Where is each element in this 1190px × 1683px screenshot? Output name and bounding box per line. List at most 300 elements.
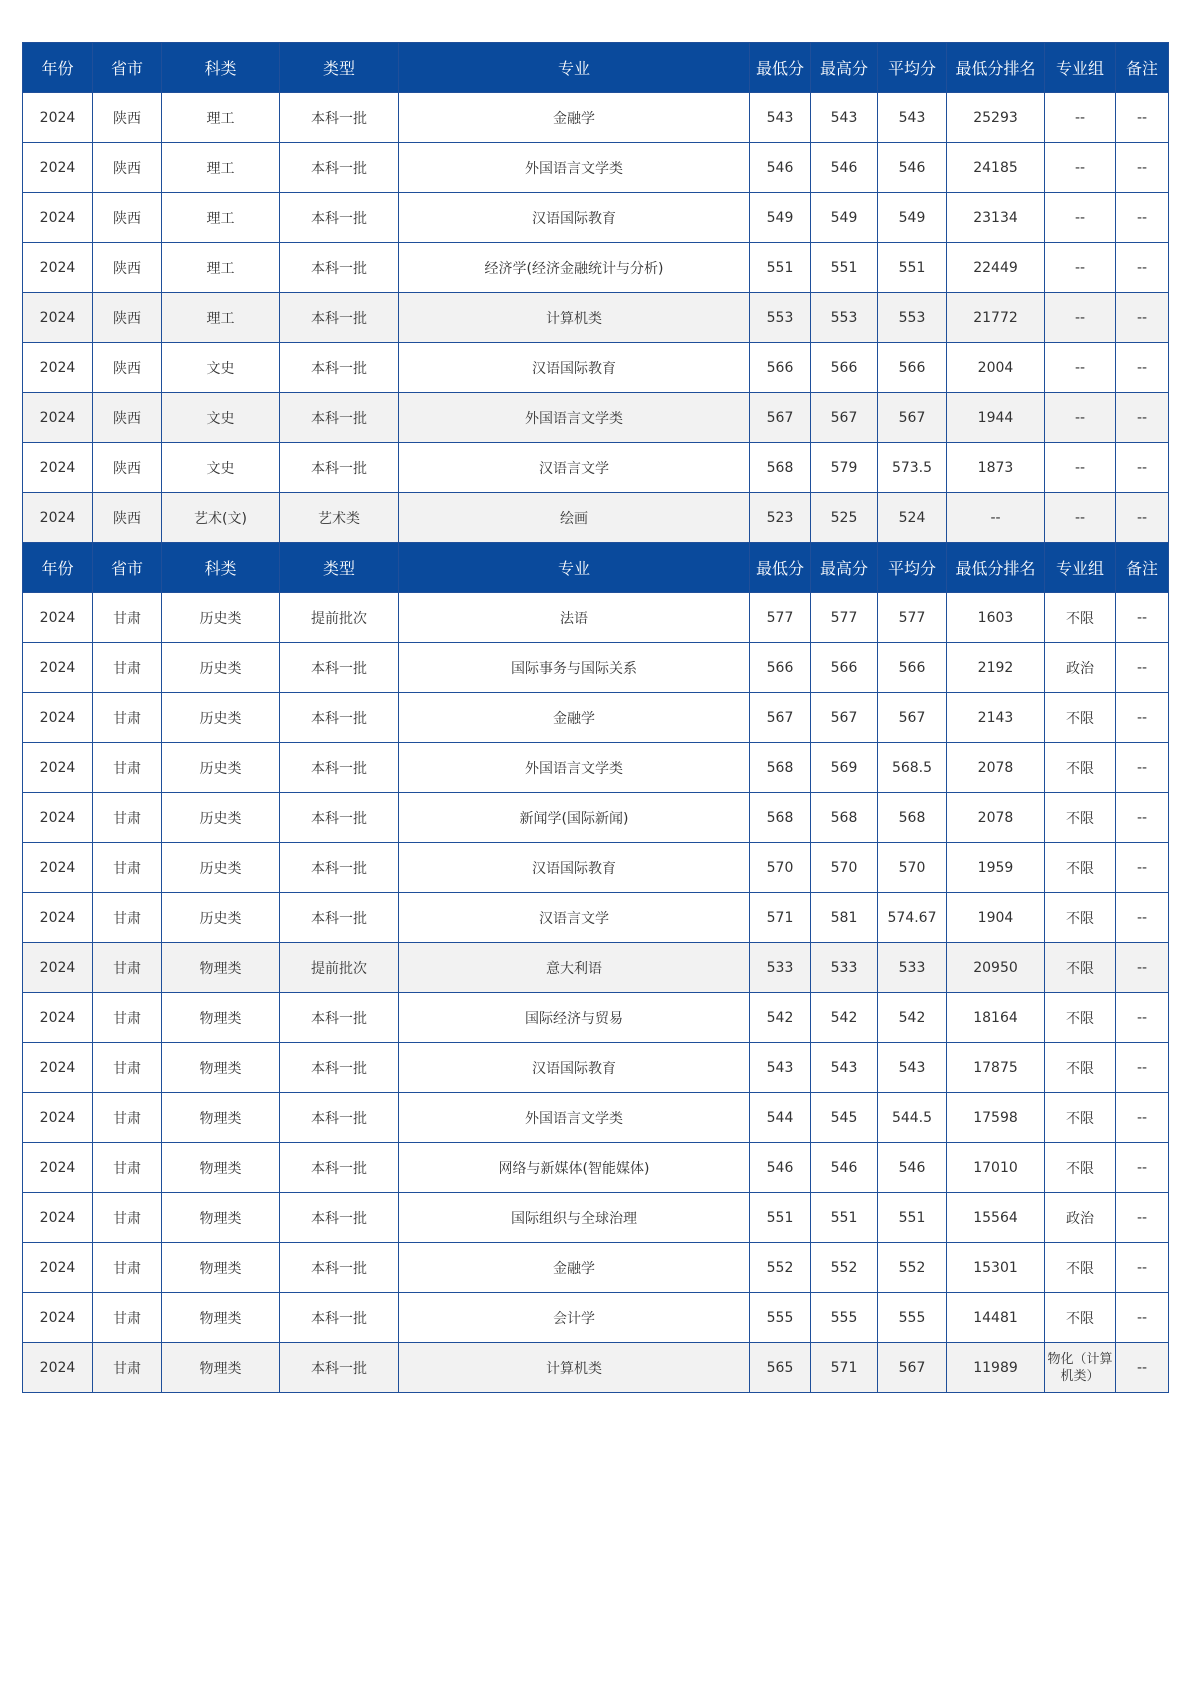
- table-row: [23, 143, 1169, 193]
- header-major: 专业: [399, 43, 750, 93]
- cell-remarks: --: [1116, 1343, 1169, 1393]
- cell-avg-score: 524: [878, 493, 947, 543]
- header-major-group: 专业组: [1045, 43, 1116, 93]
- table-row: [23, 93, 1169, 143]
- cell-major-group: --: [1045, 393, 1116, 443]
- cell-max-score: 545: [811, 1093, 878, 1143]
- cell-major-group: 物化（计算机类）: [1045, 1343, 1116, 1393]
- cell-min-rank: 1904: [947, 893, 1045, 943]
- cell-province: 陕西: [93, 343, 162, 393]
- cell-remarks: --: [1116, 293, 1169, 343]
- table-row: [23, 693, 1169, 743]
- cell-major: 外国语言文学类: [399, 743, 750, 793]
- cell-major-group: 不限: [1045, 1143, 1116, 1193]
- cell-major-group: --: [1045, 293, 1116, 343]
- cell-subject-category: 文史: [162, 443, 280, 493]
- cell-province: 甘肃: [93, 1093, 162, 1143]
- cell-max-score: 577: [811, 593, 878, 643]
- cell-major-group: 不限: [1045, 793, 1116, 843]
- cell-year: 2024: [23, 293, 93, 343]
- cell-batch-type: 提前批次: [280, 943, 399, 993]
- table-row: [23, 993, 1169, 1043]
- cell-min-rank: 14481: [947, 1293, 1045, 1343]
- cell-subject-category: 理工: [162, 93, 280, 143]
- cell-major: 网络与新媒体(智能媒体): [399, 1143, 750, 1193]
- cell-province: 甘肃: [93, 1143, 162, 1193]
- cell-avg-score: 551: [878, 1193, 947, 1243]
- cell-province: 陕西: [93, 193, 162, 243]
- cell-avg-score: 567: [878, 693, 947, 743]
- table-row: [23, 1093, 1169, 1143]
- cell-major: 国际事务与国际关系: [399, 643, 750, 693]
- cell-subject-category: 历史类: [162, 693, 280, 743]
- cell-batch-type: 本科一批: [280, 1093, 399, 1143]
- header-batch-type: 类型: [280, 543, 399, 593]
- cell-year: 2024: [23, 843, 93, 893]
- cell-min-rank: 1873: [947, 443, 1045, 493]
- cell-major-group: --: [1045, 143, 1116, 193]
- table-row: [23, 193, 1169, 243]
- cell-remarks: --: [1116, 643, 1169, 693]
- cell-min-score: 555: [750, 1293, 811, 1343]
- cell-major: 汉语国际教育: [399, 843, 750, 893]
- header-min-rank: 最低分排名: [947, 43, 1045, 93]
- table-row: [23, 1193, 1169, 1243]
- cell-batch-type: 本科一批: [280, 393, 399, 443]
- cell-min-score: 567: [750, 393, 811, 443]
- cell-batch-type: 本科一批: [280, 843, 399, 893]
- header-year: 年份: [23, 543, 93, 593]
- cell-year: 2024: [23, 893, 93, 943]
- table-row: [23, 343, 1169, 393]
- cell-max-score: 555: [811, 1293, 878, 1343]
- cell-major-group: --: [1045, 193, 1116, 243]
- cell-avg-score: 542: [878, 993, 947, 1043]
- cell-major: 外国语言文学类: [399, 1093, 750, 1143]
- cell-subject-category: 理工: [162, 143, 280, 193]
- cell-avg-score: 555: [878, 1293, 947, 1343]
- cell-province: 甘肃: [93, 993, 162, 1043]
- cell-min-score: 568: [750, 443, 811, 493]
- cell-province: 甘肃: [93, 1293, 162, 1343]
- cell-major-group: --: [1045, 93, 1116, 143]
- cell-subject-category: 理工: [162, 193, 280, 243]
- cell-min-rank: 1944: [947, 393, 1045, 443]
- cell-avg-score: 544.5: [878, 1093, 947, 1143]
- header-province: 省市: [93, 543, 162, 593]
- cell-min-score: 568: [750, 793, 811, 843]
- cell-max-score: 525: [811, 493, 878, 543]
- cell-batch-type: 本科一批: [280, 743, 399, 793]
- header-year: 年份: [23, 43, 93, 93]
- cell-year: 2024: [23, 1043, 93, 1093]
- cell-remarks: --: [1116, 143, 1169, 193]
- cell-year: 2024: [23, 243, 93, 293]
- cell-province: 甘肃: [93, 1193, 162, 1243]
- cell-min-rank: 18164: [947, 993, 1045, 1043]
- cell-province: 甘肃: [93, 1243, 162, 1293]
- cell-subject-category: 历史类: [162, 593, 280, 643]
- cell-major: 汉语言文学: [399, 893, 750, 943]
- cell-province: 甘肃: [93, 593, 162, 643]
- cell-province: 甘肃: [93, 743, 162, 793]
- cell-avg-score: 546: [878, 1143, 947, 1193]
- cell-min-score: 551: [750, 243, 811, 293]
- cell-year: 2024: [23, 1343, 93, 1393]
- cell-remarks: --: [1116, 443, 1169, 493]
- header-min-rank: 最低分排名: [947, 543, 1045, 593]
- cell-major: 经济学(经济金融统计与分析): [399, 243, 750, 293]
- cell-min-score: 546: [750, 1143, 811, 1193]
- table-row: [23, 293, 1169, 343]
- cell-remarks: --: [1116, 593, 1169, 643]
- cell-remarks: --: [1116, 943, 1169, 993]
- cell-batch-type: 本科一批: [280, 193, 399, 243]
- cell-max-score: 546: [811, 143, 878, 193]
- cell-subject-category: 物理类: [162, 1343, 280, 1393]
- cell-province: 甘肃: [93, 793, 162, 843]
- cell-min-score: 571: [750, 893, 811, 943]
- cell-min-rank: 20950: [947, 943, 1045, 993]
- cell-remarks: --: [1116, 843, 1169, 893]
- cell-min-score: 542: [750, 993, 811, 1043]
- cell-avg-score: 551: [878, 243, 947, 293]
- cell-province: 甘肃: [93, 943, 162, 993]
- cell-year: 2024: [23, 143, 93, 193]
- cell-province: 陕西: [93, 243, 162, 293]
- cell-year: 2024: [23, 593, 93, 643]
- cell-min-rank: 15564: [947, 1193, 1045, 1243]
- table-row: [23, 1243, 1169, 1293]
- cell-batch-type: 本科一批: [280, 1243, 399, 1293]
- cell-min-rank: 17010: [947, 1143, 1045, 1193]
- cell-min-score: 570: [750, 843, 811, 893]
- admission-score-table: [22, 42, 1169, 1393]
- cell-min-rank: --: [947, 493, 1045, 543]
- cell-subject-category: 历史类: [162, 893, 280, 943]
- table-header-row: [23, 543, 1169, 593]
- cell-min-rank: 2143: [947, 693, 1045, 743]
- cell-max-score: 581: [811, 893, 878, 943]
- header-major-group: 专业组: [1045, 543, 1116, 593]
- cell-remarks: --: [1116, 343, 1169, 393]
- header-subject-category: 科类: [162, 43, 280, 93]
- table-row: [23, 893, 1169, 943]
- cell-major-group: 政治: [1045, 1193, 1116, 1243]
- cell-year: 2024: [23, 743, 93, 793]
- header-remarks: 备注: [1116, 43, 1169, 93]
- cell-major: 计算机类: [399, 1343, 750, 1393]
- cell-avg-score: 546: [878, 143, 947, 193]
- cell-major: 国际组织与全球治理: [399, 1193, 750, 1243]
- cell-avg-score: 568: [878, 793, 947, 843]
- cell-remarks: --: [1116, 1143, 1169, 1193]
- cell-min-rank: 2004: [947, 343, 1045, 393]
- cell-major: 法语: [399, 593, 750, 643]
- header-min-score: 最低分: [750, 543, 811, 593]
- cell-major-group: 不限: [1045, 1093, 1116, 1143]
- cell-major-group: 不限: [1045, 593, 1116, 643]
- cell-avg-score: 573.5: [878, 443, 947, 493]
- cell-max-score: 551: [811, 1193, 878, 1243]
- cell-avg-score: 567: [878, 393, 947, 443]
- cell-year: 2024: [23, 1143, 93, 1193]
- cell-subject-category: 物理类: [162, 1293, 280, 1343]
- cell-min-rank: 17598: [947, 1093, 1045, 1143]
- table-row: [23, 1293, 1169, 1343]
- cell-year: 2024: [23, 643, 93, 693]
- cell-min-score: 549: [750, 193, 811, 243]
- cell-major: 绘画: [399, 493, 750, 543]
- header-remarks: 备注: [1116, 543, 1169, 593]
- cell-major: 金融学: [399, 1243, 750, 1293]
- cell-batch-type: 本科一批: [280, 93, 399, 143]
- cell-min-score: 568: [750, 743, 811, 793]
- cell-major: 汉语国际教育: [399, 1043, 750, 1093]
- cell-batch-type: 本科一批: [280, 793, 399, 843]
- cell-remarks: --: [1116, 1193, 1169, 1243]
- cell-avg-score: 543: [878, 93, 947, 143]
- cell-major-group: 不限: [1045, 1243, 1116, 1293]
- cell-major-group: 不限: [1045, 843, 1116, 893]
- cell-remarks: --: [1116, 693, 1169, 743]
- cell-year: 2024: [23, 1093, 93, 1143]
- cell-avg-score: 574.67: [878, 893, 947, 943]
- cell-min-rank: 24185: [947, 143, 1045, 193]
- cell-major: 意大利语: [399, 943, 750, 993]
- cell-major-group: --: [1045, 443, 1116, 493]
- cell-batch-type: 本科一批: [280, 143, 399, 193]
- cell-major: 金融学: [399, 693, 750, 743]
- cell-batch-type: 本科一批: [280, 1043, 399, 1093]
- header-subject-category: 科类: [162, 543, 280, 593]
- cell-remarks: --: [1116, 1043, 1169, 1093]
- cell-province: 甘肃: [93, 843, 162, 893]
- cell-batch-type: 本科一批: [280, 893, 399, 943]
- cell-year: 2024: [23, 693, 93, 743]
- cell-subject-category: 物理类: [162, 1043, 280, 1093]
- cell-remarks: --: [1116, 243, 1169, 293]
- cell-subject-category: 历史类: [162, 643, 280, 693]
- cell-year: 2024: [23, 1243, 93, 1293]
- cell-subject-category: 物理类: [162, 993, 280, 1043]
- cell-min-rank: 2192: [947, 643, 1045, 693]
- cell-year: 2024: [23, 393, 93, 443]
- cell-major: 汉语国际教育: [399, 193, 750, 243]
- cell-min-rank: 11989: [947, 1343, 1045, 1393]
- cell-max-score: 552: [811, 1243, 878, 1293]
- cell-avg-score: 577: [878, 593, 947, 643]
- cell-major: 新闻学(国际新闻): [399, 793, 750, 843]
- cell-batch-type: 本科一批: [280, 1143, 399, 1193]
- cell-year: 2024: [23, 1293, 93, 1343]
- table-body: [23, 43, 1169, 1393]
- cell-max-score: 568: [811, 793, 878, 843]
- cell-avg-score: 543: [878, 1043, 947, 1093]
- cell-max-score: 543: [811, 1043, 878, 1093]
- cell-remarks: --: [1116, 193, 1169, 243]
- cell-min-rank: 2078: [947, 743, 1045, 793]
- cell-min-rank: 21772: [947, 293, 1045, 343]
- cell-min-rank: 17875: [947, 1043, 1045, 1093]
- cell-remarks: --: [1116, 1093, 1169, 1143]
- cell-province: 甘肃: [93, 643, 162, 693]
- cell-year: 2024: [23, 193, 93, 243]
- cell-min-score: 543: [750, 1043, 811, 1093]
- cell-remarks: --: [1116, 1243, 1169, 1293]
- cell-avg-score: 566: [878, 643, 947, 693]
- table-row: [23, 843, 1169, 893]
- cell-major: 外国语言文学类: [399, 393, 750, 443]
- cell-subject-category: 理工: [162, 293, 280, 343]
- cell-min-score: 546: [750, 143, 811, 193]
- cell-batch-type: 本科一批: [280, 343, 399, 393]
- cell-avg-score: 567: [878, 1343, 947, 1393]
- cell-year: 2024: [23, 343, 93, 393]
- cell-year: 2024: [23, 493, 93, 543]
- cell-subject-category: 理工: [162, 243, 280, 293]
- cell-min-rank: 1959: [947, 843, 1045, 893]
- cell-batch-type: 本科一批: [280, 1293, 399, 1343]
- cell-major: 汉语国际教育: [399, 343, 750, 393]
- cell-avg-score: 568.5: [878, 743, 947, 793]
- cell-year: 2024: [23, 793, 93, 843]
- table-row: [23, 1043, 1169, 1093]
- cell-min-rank: 22449: [947, 243, 1045, 293]
- header-max-score: 最高分: [811, 543, 878, 593]
- cell-province: 甘肃: [93, 1043, 162, 1093]
- table-row: [23, 243, 1169, 293]
- cell-batch-type: 本科一批: [280, 293, 399, 343]
- cell-avg-score: 549: [878, 193, 947, 243]
- cell-min-rank: 2078: [947, 793, 1045, 843]
- cell-province: 陕西: [93, 493, 162, 543]
- cell-subject-category: 历史类: [162, 843, 280, 893]
- cell-subject-category: 文史: [162, 393, 280, 443]
- table-row: [23, 743, 1169, 793]
- cell-min-score: 566: [750, 643, 811, 693]
- cell-max-score: 570: [811, 843, 878, 893]
- cell-max-score: 571: [811, 1343, 878, 1393]
- table-row: [23, 593, 1169, 643]
- cell-major-group: --: [1045, 243, 1116, 293]
- cell-remarks: --: [1116, 393, 1169, 443]
- cell-remarks: --: [1116, 93, 1169, 143]
- cell-avg-score: 566: [878, 343, 947, 393]
- cell-min-score: 577: [750, 593, 811, 643]
- header-avg-score: 平均分: [878, 43, 947, 93]
- cell-batch-type: 本科一批: [280, 1343, 399, 1393]
- cell-major-group: 不限: [1045, 743, 1116, 793]
- cell-year: 2024: [23, 443, 93, 493]
- table-row: [23, 793, 1169, 843]
- cell-province: 甘肃: [93, 893, 162, 943]
- cell-major: 外国语言文学类: [399, 143, 750, 193]
- cell-subject-category: 物理类: [162, 1093, 280, 1143]
- cell-batch-type: 本科一批: [280, 993, 399, 1043]
- cell-major: 金融学: [399, 93, 750, 143]
- cell-min-score: 553: [750, 293, 811, 343]
- cell-subject-category: 物理类: [162, 943, 280, 993]
- cell-subject-category: 历史类: [162, 743, 280, 793]
- cell-min-score: 543: [750, 93, 811, 143]
- cell-avg-score: 570: [878, 843, 947, 893]
- cell-major: 国际经济与贸易: [399, 993, 750, 1043]
- cell-major-group: --: [1045, 493, 1116, 543]
- cell-major-group: 不限: [1045, 1043, 1116, 1093]
- table-row: [23, 393, 1169, 443]
- cell-batch-type: 艺术类: [280, 493, 399, 543]
- cell-province: 陕西: [93, 93, 162, 143]
- cell-major-group: 不限: [1045, 693, 1116, 743]
- cell-min-rank: 23134: [947, 193, 1045, 243]
- cell-batch-type: 本科一批: [280, 243, 399, 293]
- cell-major-group: 政治: [1045, 643, 1116, 693]
- cell-remarks: --: [1116, 743, 1169, 793]
- cell-year: 2024: [23, 93, 93, 143]
- cell-min-rank: 15301: [947, 1243, 1045, 1293]
- cell-min-score: 565: [750, 1343, 811, 1393]
- table-row: [23, 1143, 1169, 1193]
- table-row: [23, 943, 1169, 993]
- cell-remarks: --: [1116, 893, 1169, 943]
- cell-major-group: 不限: [1045, 893, 1116, 943]
- cell-year: 2024: [23, 1193, 93, 1243]
- cell-subject-category: 物理类: [162, 1143, 280, 1193]
- cell-min-score: 551: [750, 1193, 811, 1243]
- cell-batch-type: 本科一批: [280, 643, 399, 693]
- table-header-row: [23, 43, 1169, 93]
- cell-subject-category: 物理类: [162, 1243, 280, 1293]
- cell-batch-type: 本科一批: [280, 1193, 399, 1243]
- header-major: 专业: [399, 543, 750, 593]
- cell-min-score: 523: [750, 493, 811, 543]
- cell-subject-category: 历史类: [162, 793, 280, 843]
- cell-major: 计算机类: [399, 293, 750, 343]
- cell-year: 2024: [23, 943, 93, 993]
- table-row: [23, 493, 1169, 543]
- cell-max-score: 567: [811, 693, 878, 743]
- cell-subject-category: 艺术(文): [162, 493, 280, 543]
- cell-min-score: 533: [750, 943, 811, 993]
- cell-province: 陕西: [93, 293, 162, 343]
- cell-max-score: 566: [811, 343, 878, 393]
- cell-subject-category: 文史: [162, 343, 280, 393]
- cell-province: 甘肃: [93, 693, 162, 743]
- cell-avg-score: 533: [878, 943, 947, 993]
- cell-max-score: 569: [811, 743, 878, 793]
- cell-batch-type: 提前批次: [280, 593, 399, 643]
- header-min-score: 最低分: [750, 43, 811, 93]
- cell-max-score: 567: [811, 393, 878, 443]
- cell-max-score: 566: [811, 643, 878, 693]
- cell-major-group: --: [1045, 343, 1116, 393]
- cell-remarks: --: [1116, 993, 1169, 1043]
- cell-major-group: 不限: [1045, 943, 1116, 993]
- cell-max-score: 533: [811, 943, 878, 993]
- cell-max-score: 546: [811, 1143, 878, 1193]
- cell-major: 会计学: [399, 1293, 750, 1343]
- cell-max-score: 542: [811, 993, 878, 1043]
- header-batch-type: 类型: [280, 43, 399, 93]
- cell-province: 甘肃: [93, 1343, 162, 1393]
- cell-min-score: 566: [750, 343, 811, 393]
- cell-max-score: 551: [811, 243, 878, 293]
- cell-max-score: 543: [811, 93, 878, 143]
- cell-major: 汉语言文学: [399, 443, 750, 493]
- cell-max-score: 579: [811, 443, 878, 493]
- cell-min-score: 567: [750, 693, 811, 743]
